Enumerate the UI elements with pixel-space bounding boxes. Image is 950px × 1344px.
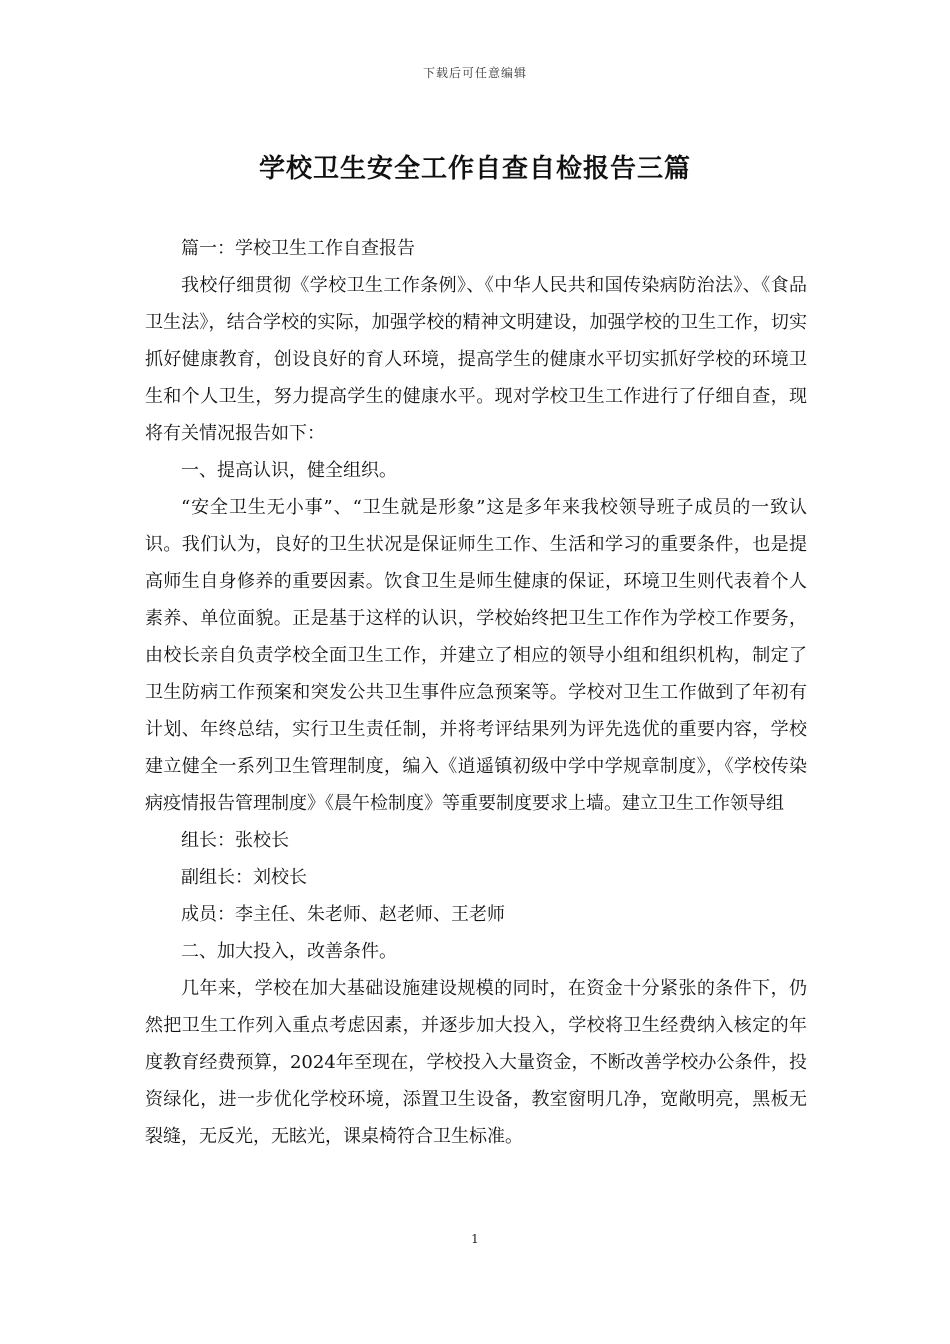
- body-paragraph-intro: 我校仔细贯彻《学校卫生工作条例》、《中华人民共和国传染病防治法》、《食品卫生法》，结合学校的实际，加强学校的精神文明建设，加强学校的卫生工作，切实抓好健康教育，创设良好的育人环境，提高学生的健康水平切实抓好学校的环境卫生和个人卫生，努力提高学生的健康水平。现对学校卫生工作进行了仔细自查，现将有关情况报告如下：: [145, 275, 807, 444]
- document-title: 学校卫生安全工作自查自检报告三篇: [258, 154, 691, 184]
- section-heading-1: 一、提高认识，健全组织。: [181, 460, 397, 481]
- team-leader-line: 组长：张校长: [181, 830, 289, 851]
- deputy-leader-line: 副组长：刘校长: [181, 867, 307, 888]
- section-heading-2: 二、加大投入，改善条件。: [181, 941, 397, 962]
- section-heading-part-one: 篇一：学校卫生工作自查报告: [181, 238, 415, 259]
- body-paragraph-investment: 几年来，学校在加大基础设施建设规模的同时，在资金十分紧张的条件下，仍然把卫生工作列入重点考虑因素，并逐步加大投入，学校将卫生经费纳入核定的年度教育经费预算，2024年至现在，学校投入大量资金，不断改善学校办公条件，投资绿化，进一步优化学校环境，添置卫生设备，教室窗明几净，宽敞明亮，黑板无裂缝，无反光，无眩光，课桌椅符合卫生标准。: [145, 978, 807, 1147]
- page-number: 1: [471, 1232, 479, 1246]
- document-body: [145, 230, 807, 1155]
- page-header-note: 下载后可任意编辑: [422, 66, 527, 80]
- team-members-line: 成员：李主任、朱老师、赵老师、王老师: [181, 904, 505, 925]
- body-paragraph-organization: “安全卫生无小事”、“卫生就是形象”这是多年来我校领导班子成员的一致认识。我们认为，良好的卫生状况是保证师生工作、生活和学习的重要条件，也是提高师生自身修养的重要因素。饮食卫生是师生健康的保证，环境卫生则代表着个人素养、单位面貌。正是基于这样的认识，学校始终把卫生工作作为学校工作要务，由校长亲自负责学校全面卫生工作，并建立了相应的领导小组和组织机构，制定了卫生防病工作预案和突发公共卫生事件应急预案等。学校对卫生工作做到了年初有计划、年终总结，实行卫生责任制，并将考评结果列为评先选优的重要内容，学校建立健全一系列卫生管理制度，编入《逍遥镇初级中学中学规章制度》，《学校传染病疫情报告管理制度》《晨午检制度》等重要制度要求上墙。建立卫生工作领导组: [145, 497, 807, 814]
